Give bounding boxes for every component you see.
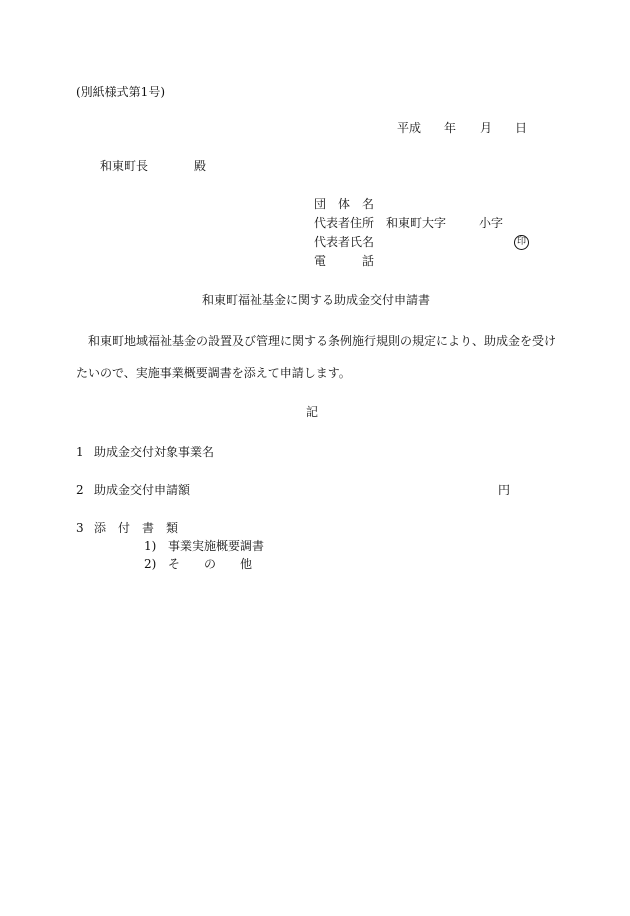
date-year-unit: 年 <box>444 121 457 135</box>
item-label: 添 付 書 類 <box>94 521 179 535</box>
item-number: 2 <box>76 483 84 497</box>
body-line-1: 和東町地域福祉基金の設置及び管理に関する条例施行規則の規定により、助成金を受け <box>88 334 557 348</box>
group-name-label: 団 体 名 <box>314 197 375 211</box>
item-label: 助成金交付申請額 <box>94 483 191 497</box>
attachment-number: 2) <box>144 557 157 571</box>
attachment-label: 事業実施概要調書 <box>168 539 265 553</box>
body-line-2: たいので、実施事業概要調書を添えて申請します。 <box>76 366 351 380</box>
item-number: 1 <box>76 445 84 459</box>
phone-label: 電 話 <box>314 254 375 268</box>
attachment-number: 1) <box>144 539 157 553</box>
address-label: 代表者住所 <box>314 216 375 230</box>
representative-name-label: 代表者氏名 <box>314 235 375 249</box>
addressee-honorific: 殿 <box>194 159 207 173</box>
item-unit: 円 <box>498 483 511 497</box>
address-value: 和東町大字 <box>386 216 447 230</box>
attachment-label: そ の 他 <box>168 557 253 571</box>
item-label: 助成金交付対象事業名 <box>94 445 215 459</box>
document-title: 和東町福祉基金に関する助成金交付申請書 <box>202 293 431 307</box>
date-month-unit: 月 <box>480 121 493 135</box>
addressee-name: 和東町長 <box>100 159 149 173</box>
item-number: 3 <box>76 521 84 535</box>
form-number: (別紙様式第1号) <box>76 85 165 99</box>
address-suffix: 小字 <box>479 216 504 230</box>
date-day-unit: 日 <box>515 121 528 135</box>
seal-mark: 印 <box>514 235 529 250</box>
date-era: 平成 <box>397 121 422 135</box>
ki-heading: 記 <box>306 405 319 419</box>
